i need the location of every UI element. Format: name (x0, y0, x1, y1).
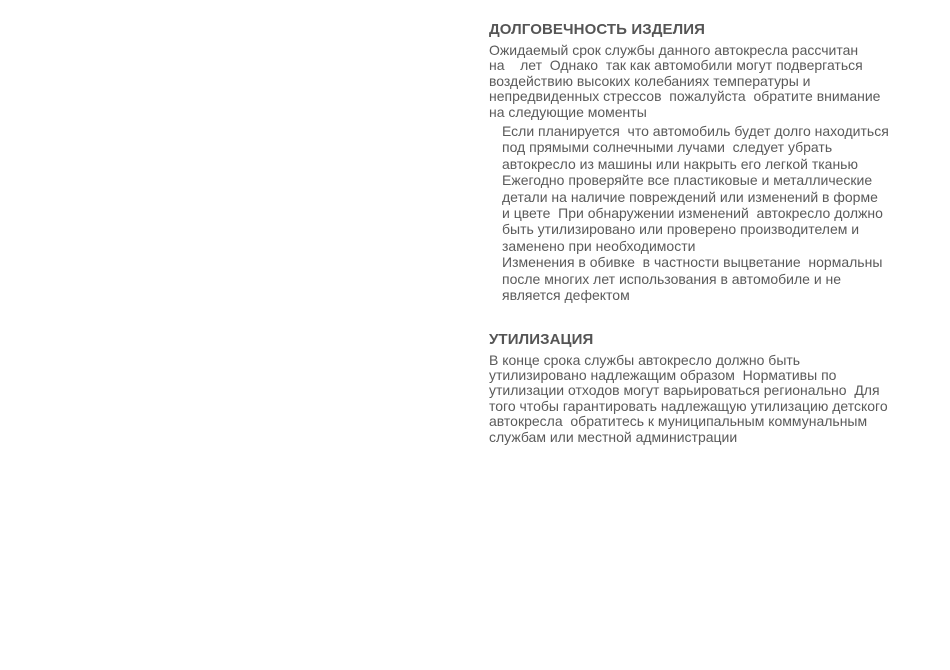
disposal-line: В конце срока службы автокресло должно быть (489, 351, 801, 368)
durability-intro-line: непредвиденных стрессов пожалуйста обратите внимание (489, 88, 881, 105)
list-item-line: детали на наличие повреждений или изменений в форме (502, 188, 878, 205)
right-page (489, 20, 929, 445)
durability-section (489, 20, 929, 304)
durability-title: ДОЛГОВЕЧНОСТЬ ИЗДЕЛИЯ (489, 21, 705, 38)
disposal-section (489, 330, 929, 445)
disposal-line: того чтобы гарантировать надлежащую утилизацию детского (489, 397, 888, 414)
list-item-line: заменено при необходимости (502, 237, 696, 254)
list-item-line: и цвете При обнаружении изменений автокресло должно (502, 205, 883, 222)
durability-intro-line: на следующие моменты (489, 103, 647, 120)
list-item-line: является дефектом (502, 287, 630, 304)
durability-intro (489, 43, 929, 120)
list-item-line: быть утилизировано или проверено производителем и (502, 221, 860, 238)
list-item-line: автокресло из машины или накрыть его легкой тканью (502, 155, 858, 172)
disposal-title: УТИЛИЗАЦИЯ (489, 330, 594, 348)
disposal-line: службам или местной администрации (489, 428, 738, 445)
durability-intro-line: Ожидаемый срок службы данного автокресла рассчитан (489, 42, 859, 58)
list-item-line: Изменения в обивке в частности выцветание нормальны (502, 254, 883, 271)
durability-intro-line: на лет Однако так как автомобили могут подвергаться (489, 57, 863, 74)
durability-list (502, 124, 929, 303)
list-item-line: Ежегодно проверяйте все пластиковые и металлические (502, 172, 873, 189)
list-item (502, 173, 929, 254)
list-item (502, 124, 929, 172)
disposal-line: утилизации отходов могут варьироваться регионально Для (489, 382, 880, 399)
disposal-line: утилизировано надлежащим образом Нормативы по (489, 366, 837, 383)
list-item-line: после многих лет использования в автомобиле и не (502, 270, 842, 287)
disposal-line: автокресла обратитесь к муниципальным коммунальным (489, 413, 868, 430)
durability-intro-line: воздействию высоких колебаниях температуры и (489, 72, 811, 89)
disposal-text (489, 353, 929, 445)
list-item-line: под прямыми солнечными лучами следует убрать (502, 139, 833, 156)
list-item (502, 255, 929, 303)
list-item-line: Если планируется что автомобиль будет долго находиться (502, 123, 889, 140)
